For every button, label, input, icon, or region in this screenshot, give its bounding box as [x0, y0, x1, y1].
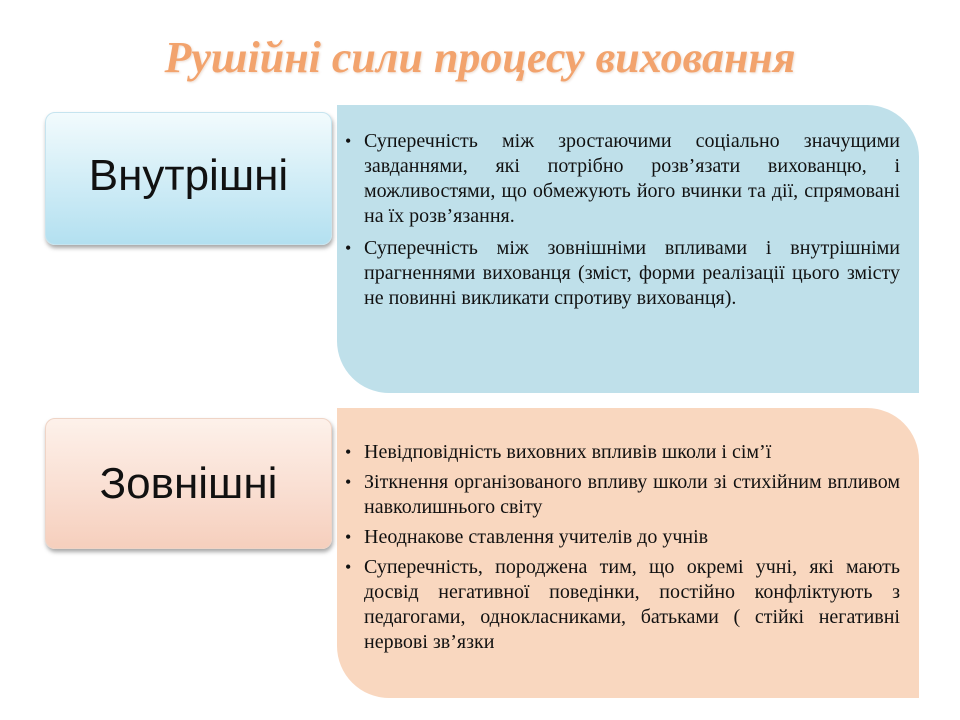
list-item-text: Суперечність, породжена тим, що окремі учні, які мають досвід негативної поведінки, постійно конфліктують з педагогами, однокласниками, батьками ( стійкі негативні нервові зв’язки — [364, 556, 900, 653]
list-item — [342, 525, 900, 550]
bullet-icon: • — [345, 472, 352, 492]
external-forces-list — [342, 440, 900, 660]
bullet-icon: • — [345, 527, 352, 547]
bullet-icon: • — [345, 442, 352, 462]
list-item-text: Суперечність між зростаючими соціально значущими завданнями, які потрібно розв’язати вихованцю, і можливостями, що обмежують його вчинки та дії, спрямовані на їх розв’язання. — [364, 130, 900, 227]
list-item-text: Суперечність між зовнішніми впливами і внутрішніми прагненнями вихованця (зміст, форми реалізації цього змісту не повинні викликати спротиву вихованця). — [364, 237, 900, 309]
list-item — [342, 440, 900, 465]
page-title: Рушійні сили процесу виховання — [164, 33, 796, 82]
list-item — [342, 129, 900, 229]
bullet-icon: • — [345, 557, 352, 577]
external-forces-label: Зовнішні — [99, 458, 278, 508]
list-item — [342, 236, 900, 311]
list-item-text: Зіткнення організованого впливу школи зі стихійним впливом навколишнього світу — [364, 471, 900, 518]
list-item — [342, 470, 900, 520]
internal-forces-list — [342, 129, 900, 318]
bullet-icon: • — [345, 131, 352, 151]
bullet-icon: • — [345, 238, 352, 258]
internal-forces-label: Внутрішні — [88, 150, 289, 200]
internal-forces-label-box — [45, 112, 332, 245]
list-item-text: Невідповідність виховних впливів школи і сім’ї — [364, 441, 772, 463]
external-forces-label-box — [45, 418, 332, 549]
list-item-text: Неоднакове ставлення учителів до учнів — [364, 526, 709, 548]
list-item — [342, 555, 900, 655]
